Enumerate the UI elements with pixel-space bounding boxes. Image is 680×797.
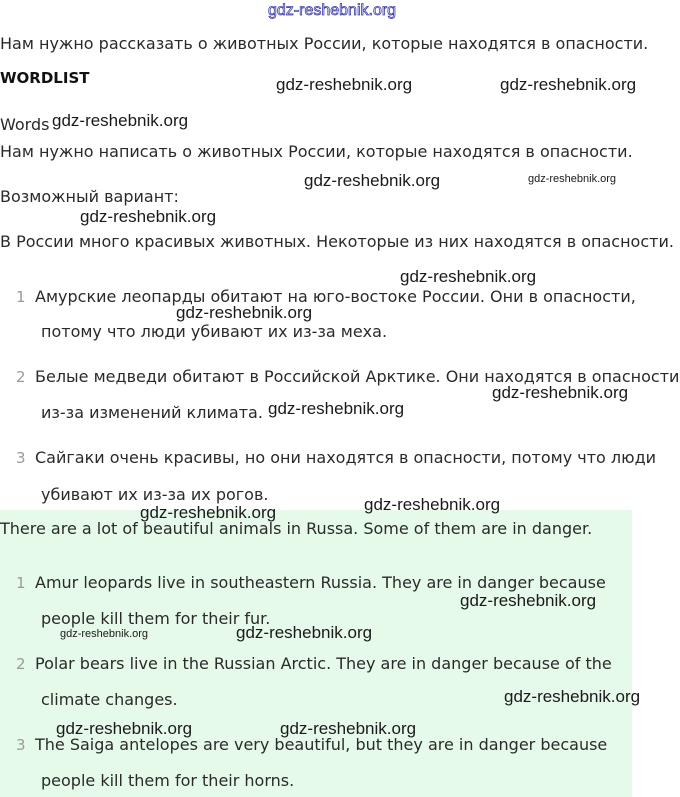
watermark: gdz-reshebnik.org	[268, 399, 405, 418]
watermark: gdz-reshebnik.org	[236, 623, 373, 642]
watermark: gdz-reshebnik.org	[528, 173, 617, 185]
ru-item-1-number: 1	[16, 288, 26, 306]
watermark: gdz-reshebnik.org	[56, 719, 193, 738]
watermark: gdz-reshebnik.org	[504, 687, 641, 706]
en-item-2-number: 2	[16, 655, 26, 673]
watermark: gdz-reshebnik.org	[176, 303, 313, 322]
watermark: gdz-reshebnik.org	[500, 75, 637, 94]
task-text: Нам нужно написать о животных России, которые находятся в опасности.	[0, 142, 633, 161]
en-item-3-number: 3	[16, 736, 26, 754]
top-watermark: gdz-reshebnik.org	[268, 2, 397, 19]
watermark: gdz-reshebnik.org	[276, 75, 413, 94]
watermark: gdz-reshebnik.org	[400, 267, 537, 286]
watermark: gdz-reshebnik.org	[304, 171, 441, 190]
watermark: gdz-reshebnik.org	[80, 207, 217, 226]
ru-item-1-line2: потому что люди убивают их из-за меха.	[41, 322, 388, 341]
ru-item-3-line1: Сайгаки очень красивы, но они находятся в опасности, потому что люди	[35, 448, 657, 467]
en-item-3-line2: people kill them for their horns.	[41, 771, 295, 790]
ru-item-3-number: 3	[16, 449, 26, 467]
watermark: gdz-reshebnik.org	[60, 628, 149, 640]
watermark: gdz-reshebnik.org	[364, 495, 501, 514]
en-item-2-line2: climate changes.	[41, 690, 178, 709]
en-item-1-line1: Amur leopards live in southeastern Russia. They are in danger because	[35, 573, 606, 592]
en-item-2-line1: Polar bears live in the Russian Arctic. They are in danger because of the	[35, 654, 612, 673]
en-item-1-number: 1	[16, 574, 26, 592]
ru-item-2-number: 2	[16, 368, 26, 386]
ru-item-2-line1: Белые медведи обитают в Российской Арктике. Они находятся в опасности	[35, 367, 680, 386]
watermark: gdz-reshebnik.org	[140, 503, 277, 522]
ru-item-2-line2: из-за изменений климата.	[41, 403, 263, 422]
ru-item-3-line2: убивают их из-за их рогов.	[41, 485, 269, 504]
watermark: gdz-reshebnik.org	[52, 111, 189, 130]
en-item-3-line1: The Saiga antelopes are very beautiful, but they are in danger because	[35, 735, 608, 754]
en-intro: There are a lot of beautiful animals in Russa. Some of them are in danger.	[0, 519, 593, 538]
intro-text: Нам нужно рассказать о животных России, которые находятся в опасности.	[0, 34, 649, 53]
wordlist-heading: WORDLIST	[0, 69, 90, 87]
ru-intro: В России много красивых животных. Некоторые из них находятся в опасности.	[0, 232, 674, 251]
watermark: gdz-reshebnik.org	[492, 383, 629, 402]
en-item-1-line2: people kill them for their fur.	[41, 609, 271, 628]
ru-item-1-line1: Амурские леопарды обитают на юго-востоке России. Они в опасности,	[35, 287, 636, 306]
variant-label: Возможный вариант:	[0, 187, 179, 206]
words-label: Words	[0, 115, 50, 134]
watermark: gdz-reshebnik.org	[280, 719, 417, 738]
watermark: gdz-reshebnik.org	[460, 591, 597, 610]
